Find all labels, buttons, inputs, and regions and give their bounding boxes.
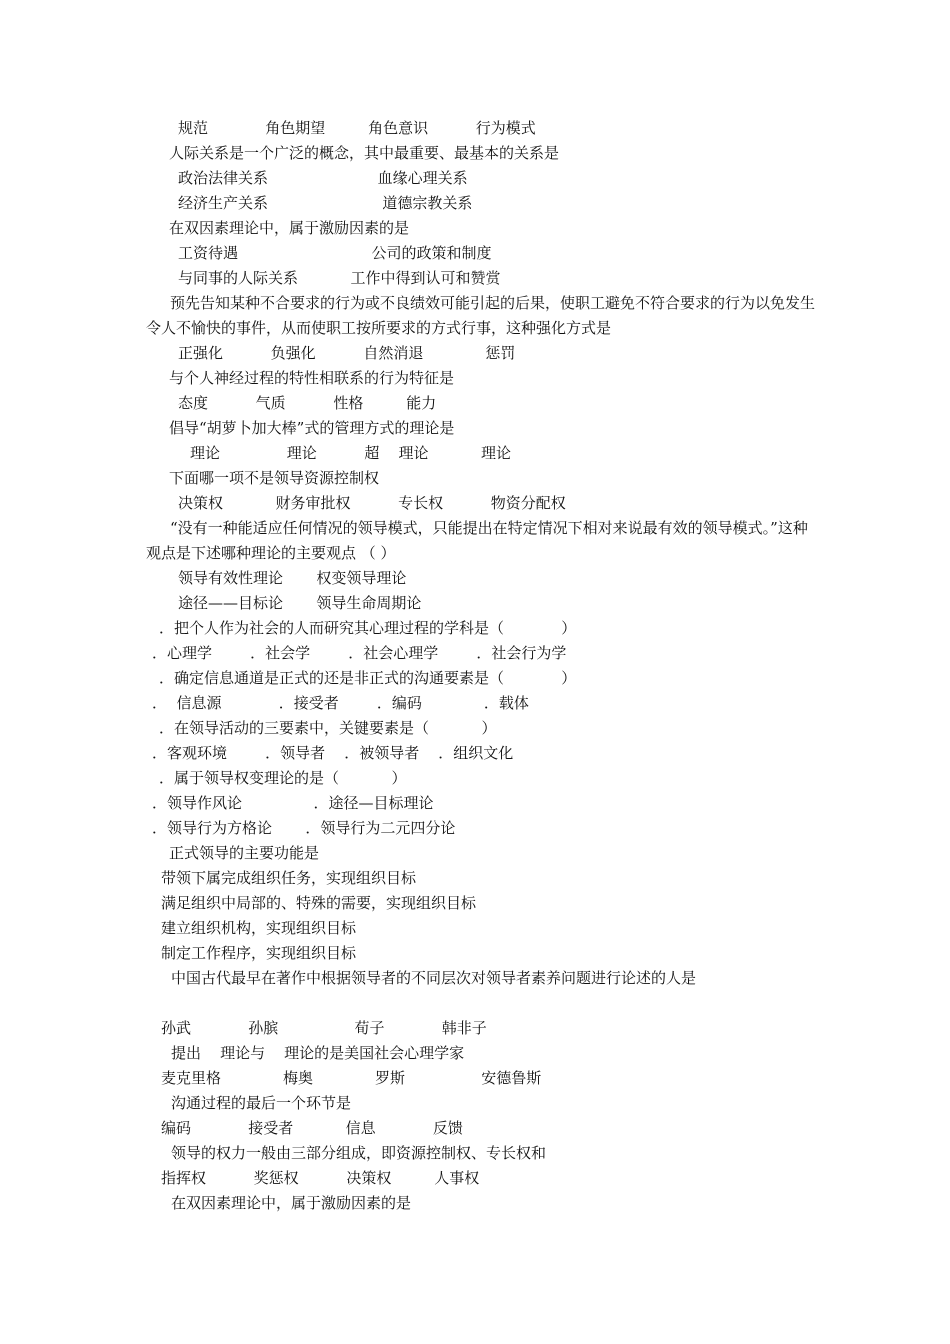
answer-options-line: 与同事的人际关系 工作中得到认可和赞赏 [178, 269, 501, 287]
question-line: 在双因素理论中，属于激励因素的是 [169, 219, 410, 237]
answer-options-line: 正强化 负强化 自然消退 惩罚 [178, 344, 516, 362]
answer-options-line: 编码 接受者 信息 反馈 [161, 1119, 463, 1137]
answer-options-line: 工资待遇 公司的政策和制度 [178, 244, 492, 262]
answer-options-line: ． 信息源 ．接受者 ．编码 ．载体 [152, 694, 529, 712]
answer-options-line: 经济生产关系 道德宗教关系 [178, 194, 473, 212]
question-line: ．属于领导权变理论的是（ ） [159, 769, 407, 787]
question-line: ．把个人作为社会的人而研究其心理过程的学科是（ ） [159, 619, 577, 637]
answer-options-line: 麦克里格 梅奥 罗斯 安德鲁斯 [161, 1069, 542, 1087]
answer-options-line: 决策权 财务审批权 专长权 物资分配权 [178, 494, 566, 512]
question-line: 提出 理论与 理论的是美国社会心理学家 [171, 1044, 465, 1062]
answer-options-line: ．心理学 ．社会学 ．社会心理学 ．社会行为学 [152, 644, 567, 662]
question-line: ．确定信息通道是正式的还是非正式的沟通要素是（ ） [159, 669, 577, 687]
answer-options-line: ．客观环境 ．领导者 ．被领导者 ．组织文化 [152, 744, 514, 762]
answer-option: 建立组织机构，实现组织目标 [161, 919, 357, 937]
answer-options-line: 领导有效性理论 权变领导理论 [178, 569, 407, 587]
question-line: 人际关系是一个广泛的概念，其中最重要、最基本的关系是 [169, 144, 560, 162]
answer-options-line: ．领导作风论 ．途径—目标理论 [152, 794, 434, 812]
answer-options-line: 孙武 孙膑 荀子 韩非子 [161, 1019, 487, 1037]
question-line: 与个人神经过程的特性相联系的行为特征是 [169, 369, 455, 387]
question-line: 中国古代最早在著作中根据领导者的不同层次对领导者素养问题进行论述的人是 [171, 969, 697, 987]
answer-option: 带领下属完成组织任务，实现组织目标 [161, 869, 417, 887]
answer-options-line: 政治法律关系 血缘心理关系 [178, 169, 468, 187]
answer-option: 制定工作程序，实现组织目标 [161, 944, 357, 962]
answer-options-line: 途径——目标论 领导生命周期论 [178, 594, 422, 612]
answer-option: 满足组织中局部的、特殊的需要，实现组织目标 [161, 894, 477, 912]
question-paragraph: “没有一种能适应任何情况的领导模式，只能提出在特定情况下相对来说最有效的领导模式。”这种观点是下述哪种理论的主要观点 （ ） [146, 519, 808, 562]
question-line: 领导的权力一般由三部分组成，即资源控制权、专长权和 [171, 1144, 547, 1162]
answer-options-line: 规范 角色期望 角色意识 行为模式 [178, 119, 536, 137]
question-line: 下面哪一项不是领导资源控制权 [169, 469, 380, 487]
answer-options-line: 态度 气质 性格 能力 [178, 394, 437, 412]
answer-options-line: 理论 理论 超 理论 理论 [190, 444, 511, 462]
question-line: 在双因素理论中，属于激励因素的是 [171, 1194, 412, 1212]
question-line: 正式领导的主要功能是 [169, 844, 320, 862]
answer-options-line: ．领导行为方格论 ．领导行为二元四分论 [152, 819, 456, 837]
answer-options-line: 指挥权 奖惩权 决策权 人事权 [161, 1169, 480, 1187]
question-paragraph: 预先告知某种不合要求的行为或不良绩效可能引起的后果，使职工避免不符合要求的行为以免发生令人不愉快的事件，从而使职工按所要求的方式行事，这种强化方式是 [146, 294, 816, 337]
question-line: 倡导“胡萝卜加大棒”式的管理方式的理论是 [169, 419, 455, 437]
question-line: 沟通过程的最后一个环节是 [171, 1094, 352, 1112]
question-line: ．在领导活动的三要素中，关键要素是（ ） [159, 719, 497, 737]
